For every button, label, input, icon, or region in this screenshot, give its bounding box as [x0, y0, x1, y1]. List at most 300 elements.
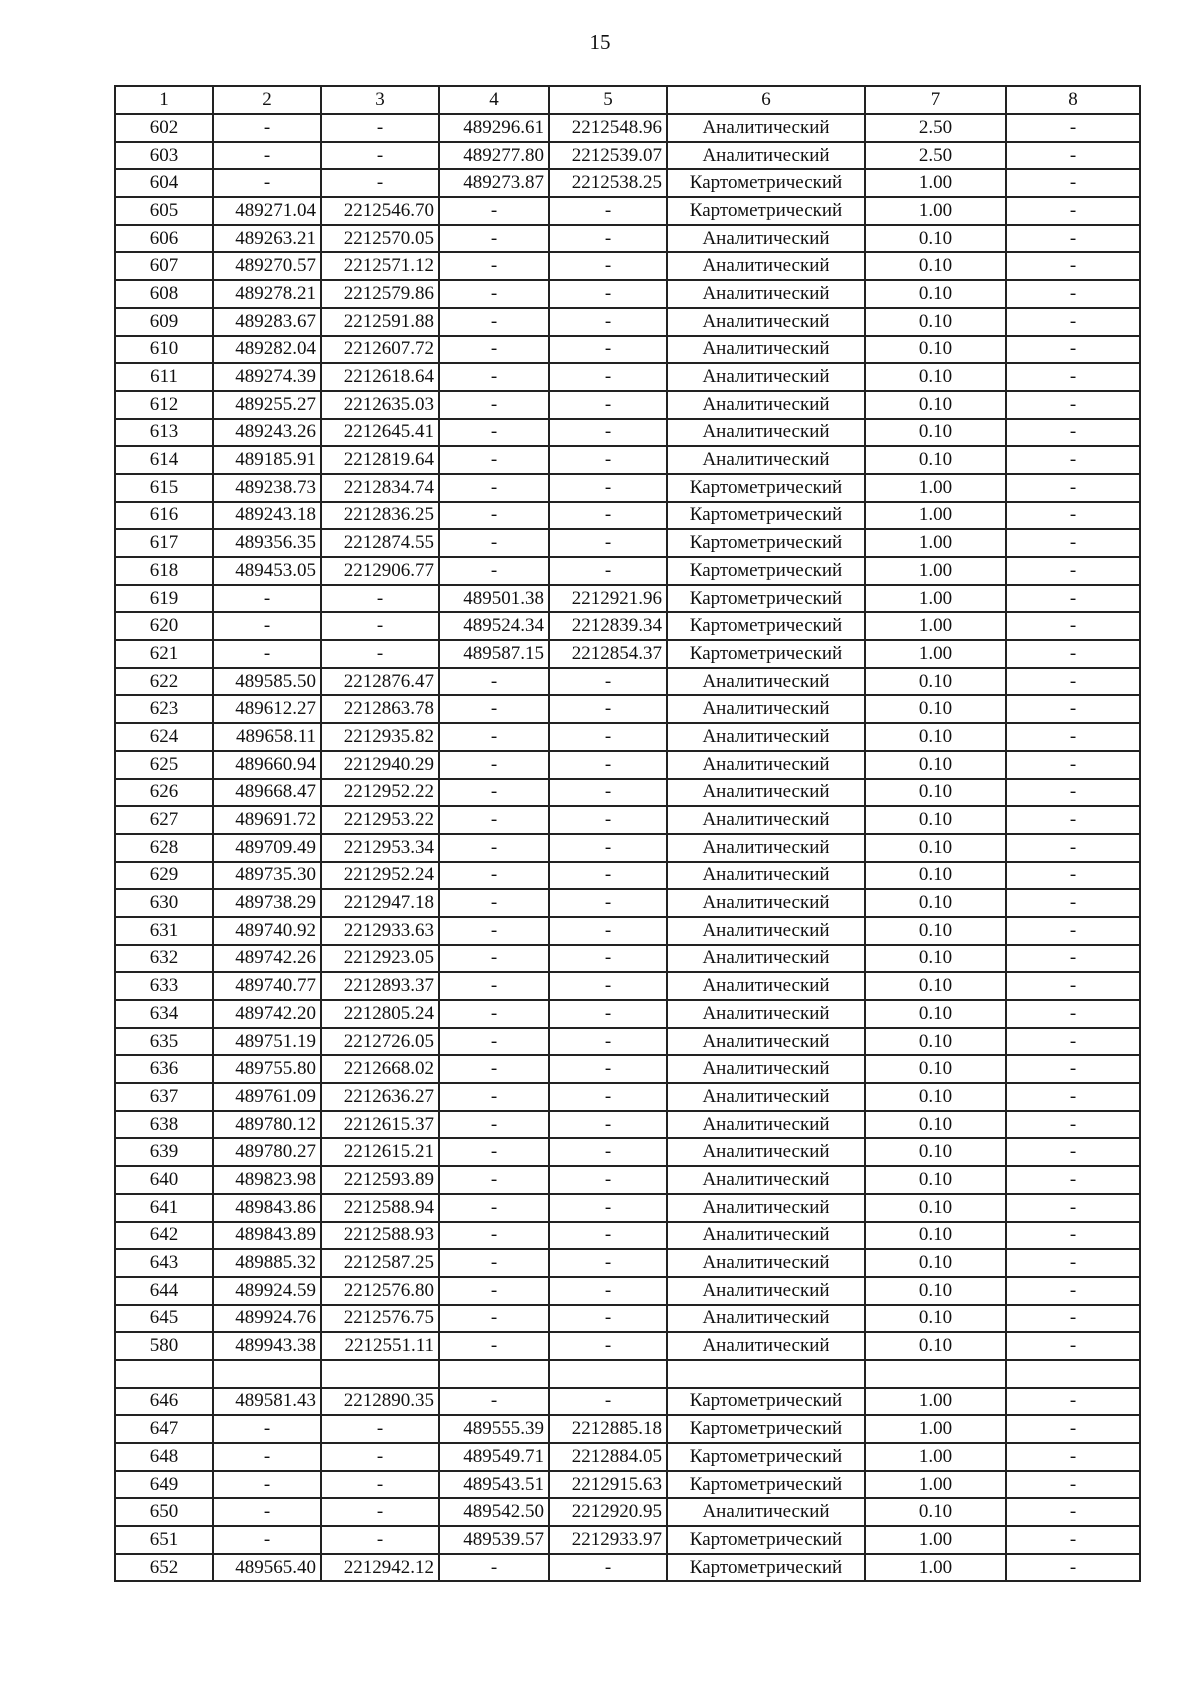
- y-new-cell: [549, 1360, 667, 1388]
- table-body: [115, 86, 1140, 1581]
- y-old-cell: 2212942.12: [321, 1554, 439, 1582]
- accuracy-cell: 0.10: [865, 1028, 1006, 1056]
- y-old-cell: 2212819.64: [321, 446, 439, 474]
- point-number-cell: 617: [115, 529, 213, 557]
- x-new-cell: 489501.38: [439, 585, 549, 613]
- y-old-cell: 2212935.82: [321, 723, 439, 751]
- table-row: [115, 1249, 1140, 1277]
- column-header: 8: [1006, 86, 1140, 114]
- table-row: [115, 779, 1140, 807]
- table-row: [115, 1083, 1140, 1111]
- x-old-cell: 489283.67: [213, 308, 321, 336]
- y-new-cell: -: [549, 1277, 667, 1305]
- point-number-cell: 615: [115, 474, 213, 502]
- y-new-cell: -: [549, 889, 667, 917]
- point-number-cell: 614: [115, 446, 213, 474]
- note-cell: -: [1006, 1166, 1140, 1194]
- point-number-cell: 612: [115, 391, 213, 419]
- x-old-cell: 489738.29: [213, 889, 321, 917]
- y-new-cell: -: [549, 668, 667, 696]
- y-old-cell: 2212615.37: [321, 1111, 439, 1139]
- table-row: [115, 1028, 1140, 1056]
- x-new-cell: -: [439, 723, 549, 751]
- note-cell: -: [1006, 1222, 1140, 1250]
- y-old-cell: 2212953.22: [321, 806, 439, 834]
- x-new-cell: -: [439, 751, 549, 779]
- y-old-cell: 2212615.21: [321, 1138, 439, 1166]
- method-cell: Аналитический: [667, 391, 865, 419]
- accuracy-cell: 0.10: [865, 1222, 1006, 1250]
- column-header: 4: [439, 86, 549, 114]
- x-old-cell: 489612.27: [213, 695, 321, 723]
- x-new-cell: -: [439, 1554, 549, 1582]
- y-new-cell: -: [549, 917, 667, 945]
- x-old-cell: 489742.26: [213, 945, 321, 973]
- x-old-cell: 489270.57: [213, 252, 321, 280]
- note-cell: -: [1006, 834, 1140, 862]
- x-new-cell: -: [439, 308, 549, 336]
- accuracy-cell: 0.10: [865, 1166, 1006, 1194]
- accuracy-cell: 1.00: [865, 1554, 1006, 1582]
- accuracy-cell: 0.10: [865, 668, 1006, 696]
- y-old-cell: 2212836.25: [321, 502, 439, 530]
- table-row: [115, 1222, 1140, 1250]
- x-old-cell: 489691.72: [213, 806, 321, 834]
- table-row: [115, 474, 1140, 502]
- table-row: [115, 1360, 1140, 1388]
- point-number-cell: 616: [115, 502, 213, 530]
- point-number-cell: 638: [115, 1111, 213, 1139]
- table-row: [115, 391, 1140, 419]
- table-row: [115, 336, 1140, 364]
- x-old-cell: -: [213, 169, 321, 197]
- x-old-cell: -: [213, 142, 321, 170]
- accuracy-cell: 0.10: [865, 419, 1006, 447]
- method-cell: Аналитический: [667, 1498, 865, 1526]
- accuracy-cell: 0.10: [865, 1055, 1006, 1083]
- accuracy-cell: 1.00: [865, 1388, 1006, 1416]
- method-cell: Аналитический: [667, 668, 865, 696]
- x-old-cell: 489271.04: [213, 197, 321, 225]
- table-row: [115, 1443, 1140, 1471]
- note-cell: -: [1006, 695, 1140, 723]
- method-cell: Аналитический: [667, 695, 865, 723]
- accuracy-cell: 1.00: [865, 1443, 1006, 1471]
- y-old-cell: 2212551.11: [321, 1332, 439, 1360]
- y-old-cell: -: [321, 640, 439, 668]
- x-old-cell: 489255.27: [213, 391, 321, 419]
- y-old-cell: -: [321, 1498, 439, 1526]
- x-old-cell: 489843.89: [213, 1222, 321, 1250]
- point-number-cell: 625: [115, 751, 213, 779]
- x-new-cell: -: [439, 1166, 549, 1194]
- y-new-cell: 2212885.18: [549, 1415, 667, 1443]
- x-new-cell: -: [439, 1055, 549, 1083]
- table-row: [115, 1471, 1140, 1499]
- y-new-cell: 2212539.07: [549, 142, 667, 170]
- y-old-cell: 2212953.34: [321, 834, 439, 862]
- x-new-cell: -: [439, 391, 549, 419]
- x-old-cell: 489735.30: [213, 862, 321, 890]
- y-new-cell: -: [549, 308, 667, 336]
- table-row: [115, 972, 1140, 1000]
- y-new-cell: -: [549, 446, 667, 474]
- method-cell: Аналитический: [667, 446, 865, 474]
- x-old-cell: 489278.21: [213, 280, 321, 308]
- note-cell: -: [1006, 114, 1140, 142]
- note-cell: -: [1006, 1305, 1140, 1333]
- note-cell: -: [1006, 1332, 1140, 1360]
- y-new-cell: -: [549, 391, 667, 419]
- note-cell: -: [1006, 1249, 1140, 1277]
- point-number-cell: 649: [115, 1471, 213, 1499]
- point-number-cell: 604: [115, 169, 213, 197]
- table-row: [115, 1554, 1140, 1582]
- y-old-cell: -: [321, 1526, 439, 1554]
- x-new-cell: 489555.39: [439, 1415, 549, 1443]
- accuracy-cell: 0.10: [865, 336, 1006, 364]
- accuracy-cell: 0.10: [865, 1111, 1006, 1139]
- y-old-cell: -: [321, 142, 439, 170]
- y-new-cell: -: [549, 1222, 667, 1250]
- x-new-cell: -: [439, 1000, 549, 1028]
- coordinates-table: [114, 85, 1141, 1582]
- method-cell: Картометрический: [667, 1526, 865, 1554]
- y-old-cell: 2212906.77: [321, 557, 439, 585]
- note-cell: -: [1006, 751, 1140, 779]
- accuracy-cell: 0.10: [865, 1000, 1006, 1028]
- method-cell: Аналитический: [667, 1249, 865, 1277]
- point-number-cell: 620: [115, 612, 213, 640]
- y-new-cell: 2212548.96: [549, 114, 667, 142]
- point-number-cell: 611: [115, 363, 213, 391]
- table-row: [115, 1388, 1140, 1416]
- point-number-cell: 643: [115, 1249, 213, 1277]
- y-old-cell: 2212546.70: [321, 197, 439, 225]
- note-cell: -: [1006, 640, 1140, 668]
- accuracy-cell: 0.10: [865, 1277, 1006, 1305]
- x-old-cell: 489263.21: [213, 225, 321, 253]
- method-cell: Аналитический: [667, 225, 865, 253]
- x-old-cell: -: [213, 1498, 321, 1526]
- x-old-cell: 489243.18: [213, 502, 321, 530]
- y-old-cell: 2212576.80: [321, 1277, 439, 1305]
- table-row: [115, 557, 1140, 585]
- x-old-cell: 489356.35: [213, 529, 321, 557]
- accuracy-cell: 1.00: [865, 1471, 1006, 1499]
- y-old-cell: -: [321, 1415, 439, 1443]
- x-old-cell: 489709.49: [213, 834, 321, 862]
- table-row: [115, 612, 1140, 640]
- table-row: [115, 1332, 1140, 1360]
- column-header: 1: [115, 86, 213, 114]
- method-cell: Картометрический: [667, 1443, 865, 1471]
- note-cell: -: [1006, 806, 1140, 834]
- point-number-cell: 629: [115, 862, 213, 890]
- x-new-cell: -: [439, 1194, 549, 1222]
- y-old-cell: 2212645.41: [321, 419, 439, 447]
- note-cell: -: [1006, 142, 1140, 170]
- note-cell: -: [1006, 1000, 1140, 1028]
- x-new-cell: -: [439, 972, 549, 1000]
- point-number-cell: 609: [115, 308, 213, 336]
- note-cell: -: [1006, 1498, 1140, 1526]
- x-old-cell: 489751.19: [213, 1028, 321, 1056]
- note-cell: -: [1006, 945, 1140, 973]
- point-number-cell: 631: [115, 917, 213, 945]
- accuracy-cell: 0.10: [865, 252, 1006, 280]
- x-new-cell: -: [439, 419, 549, 447]
- point-number-cell: 605: [115, 197, 213, 225]
- y-old-cell: -: [321, 612, 439, 640]
- table-row: [115, 751, 1140, 779]
- column-header: 3: [321, 86, 439, 114]
- y-old-cell: 2212947.18: [321, 889, 439, 917]
- accuracy-cell: 1.00: [865, 1415, 1006, 1443]
- y-old-cell: 2212635.03: [321, 391, 439, 419]
- x-new-cell: -: [439, 225, 549, 253]
- x-new-cell: -: [439, 557, 549, 585]
- point-number-cell: 623: [115, 695, 213, 723]
- note-cell: -: [1006, 446, 1140, 474]
- y-new-cell: -: [549, 1388, 667, 1416]
- method-cell: Аналитический: [667, 114, 865, 142]
- x-new-cell: -: [439, 1305, 549, 1333]
- x-old-cell: -: [213, 1415, 321, 1443]
- x-old-cell: 489755.80: [213, 1055, 321, 1083]
- method-cell: Аналитический: [667, 751, 865, 779]
- table-row: [115, 1111, 1140, 1139]
- accuracy-cell: 0.10: [865, 446, 1006, 474]
- y-old-cell: -: [321, 1471, 439, 1499]
- table-row: [115, 640, 1140, 668]
- y-new-cell: -: [549, 502, 667, 530]
- point-number-cell: 639: [115, 1138, 213, 1166]
- x-new-cell: 489549.71: [439, 1443, 549, 1471]
- method-cell: Аналитический: [667, 363, 865, 391]
- x-old-cell: 489780.27: [213, 1138, 321, 1166]
- y-new-cell: -: [549, 1138, 667, 1166]
- accuracy-cell: 1.00: [865, 529, 1006, 557]
- point-number-cell: 622: [115, 668, 213, 696]
- y-new-cell: -: [549, 723, 667, 751]
- point-number-cell: 626: [115, 779, 213, 807]
- y-new-cell: -: [549, 779, 667, 807]
- point-number-cell: 621: [115, 640, 213, 668]
- x-new-cell: -: [439, 806, 549, 834]
- y-new-cell: -: [549, 280, 667, 308]
- x-old-cell: 489740.77: [213, 972, 321, 1000]
- accuracy-cell: 0.10: [865, 917, 1006, 945]
- accuracy-cell: 2.50: [865, 114, 1006, 142]
- y-old-cell: 2212940.29: [321, 751, 439, 779]
- x-old-cell: -: [213, 585, 321, 613]
- table-row: [115, 1055, 1140, 1083]
- table-row: [115, 585, 1140, 613]
- table-row: [115, 1194, 1140, 1222]
- y-old-cell: -: [321, 114, 439, 142]
- note-cell: -: [1006, 585, 1140, 613]
- y-old-cell: 2212607.72: [321, 336, 439, 364]
- note-cell: -: [1006, 474, 1140, 502]
- point-number-cell: 646: [115, 1388, 213, 1416]
- accuracy-cell: 0.10: [865, 723, 1006, 751]
- y-new-cell: -: [549, 1111, 667, 1139]
- point-number-cell: 606: [115, 225, 213, 253]
- accuracy-cell: 1.00: [865, 1526, 1006, 1554]
- x-new-cell: -: [439, 695, 549, 723]
- note-cell: -: [1006, 889, 1140, 917]
- x-new-cell: -: [439, 779, 549, 807]
- x-old-cell: 489843.86: [213, 1194, 321, 1222]
- x-new-cell: -: [439, 1138, 549, 1166]
- note-cell: -: [1006, 169, 1140, 197]
- point-number-cell: 647: [115, 1415, 213, 1443]
- accuracy-cell: 1.00: [865, 585, 1006, 613]
- note-cell: -: [1006, 917, 1140, 945]
- table-row: [115, 529, 1140, 557]
- note-cell: -: [1006, 1028, 1140, 1056]
- method-cell: Аналитический: [667, 1000, 865, 1028]
- y-old-cell: -: [321, 585, 439, 613]
- x-new-cell: 489543.51: [439, 1471, 549, 1499]
- column-header: 6: [667, 86, 865, 114]
- method-cell: Аналитический: [667, 1277, 865, 1305]
- method-cell: Аналитический: [667, 252, 865, 280]
- table-row: [115, 1277, 1140, 1305]
- point-number-cell: 607: [115, 252, 213, 280]
- y-old-cell: 2212933.63: [321, 917, 439, 945]
- column-header: 7: [865, 86, 1006, 114]
- note-cell: -: [1006, 557, 1140, 585]
- method-cell: Аналитический: [667, 862, 865, 890]
- x-old-cell: 489282.04: [213, 336, 321, 364]
- method-cell: Картометрический: [667, 502, 865, 530]
- point-number-cell: 632: [115, 945, 213, 973]
- accuracy-cell: 0.10: [865, 751, 1006, 779]
- y-old-cell: 2212890.35: [321, 1388, 439, 1416]
- point-number-cell: 648: [115, 1443, 213, 1471]
- accuracy-cell: 0.10: [865, 391, 1006, 419]
- table-row: [115, 363, 1140, 391]
- y-old-cell: 2212588.93: [321, 1222, 439, 1250]
- table-row: [115, 252, 1140, 280]
- point-number-cell: 628: [115, 834, 213, 862]
- x-old-cell: -: [213, 1471, 321, 1499]
- point-number-cell: 651: [115, 1526, 213, 1554]
- x-old-cell: -: [213, 612, 321, 640]
- table-row: [115, 917, 1140, 945]
- accuracy-cell: 1.00: [865, 502, 1006, 530]
- y-new-cell: -: [549, 1305, 667, 1333]
- method-cell: Картометрический: [667, 474, 865, 502]
- point-number-cell: 634: [115, 1000, 213, 1028]
- y-new-cell: -: [549, 972, 667, 1000]
- x-new-cell: -: [439, 529, 549, 557]
- y-old-cell: -: [321, 1443, 439, 1471]
- page-number: 15: [589, 30, 611, 54]
- accuracy-cell: 0.10: [865, 1194, 1006, 1222]
- x-new-cell: 489277.80: [439, 142, 549, 170]
- y-new-cell: -: [549, 363, 667, 391]
- y-old-cell: 2212805.24: [321, 1000, 439, 1028]
- note-cell: -: [1006, 336, 1140, 364]
- accuracy-cell: 0.10: [865, 1138, 1006, 1166]
- y-new-cell: -: [549, 834, 667, 862]
- table-row: [115, 723, 1140, 751]
- method-cell: Аналитический: [667, 779, 865, 807]
- method-cell: Аналитический: [667, 1332, 865, 1360]
- accuracy-cell: 0.10: [865, 1083, 1006, 1111]
- point-number-cell: 650: [115, 1498, 213, 1526]
- table-row: [115, 197, 1140, 225]
- x-new-cell: -: [439, 668, 549, 696]
- y-new-cell: -: [549, 806, 667, 834]
- note-cell: -: [1006, 419, 1140, 447]
- y-old-cell: 2212591.88: [321, 308, 439, 336]
- point-number-cell: 642: [115, 1222, 213, 1250]
- x-old-cell: -: [213, 640, 321, 668]
- method-cell: Аналитический: [667, 336, 865, 364]
- table-row: [115, 308, 1140, 336]
- accuracy-cell: 0.10: [865, 225, 1006, 253]
- x-old-cell: 489668.47: [213, 779, 321, 807]
- point-number-cell: 580: [115, 1332, 213, 1360]
- y-new-cell: -: [549, 419, 667, 447]
- note-cell: -: [1006, 252, 1140, 280]
- point-number-cell: 636: [115, 1055, 213, 1083]
- method-cell: Аналитический: [667, 1028, 865, 1056]
- y-old-cell: 2212834.74: [321, 474, 439, 502]
- point-number-cell: 652: [115, 1554, 213, 1582]
- y-old-cell: 2212587.25: [321, 1249, 439, 1277]
- note-cell: [1006, 1360, 1140, 1388]
- accuracy-cell: 0.10: [865, 779, 1006, 807]
- note-cell: -: [1006, 1415, 1140, 1443]
- accuracy-cell: 0.10: [865, 695, 1006, 723]
- point-number-cell: [115, 1360, 213, 1388]
- accuracy-cell: 0.10: [865, 806, 1006, 834]
- x-new-cell: -: [439, 474, 549, 502]
- note-cell: -: [1006, 1388, 1140, 1416]
- x-old-cell: 489658.11: [213, 723, 321, 751]
- note-cell: -: [1006, 1471, 1140, 1499]
- accuracy-cell: 0.10: [865, 1332, 1006, 1360]
- table-row: [115, 225, 1140, 253]
- y-old-cell: 2212952.24: [321, 862, 439, 890]
- x-new-cell: -: [439, 917, 549, 945]
- method-cell: Аналитический: [667, 1055, 865, 1083]
- y-new-cell: 2212854.37: [549, 640, 667, 668]
- x-old-cell: 489742.20: [213, 1000, 321, 1028]
- y-new-cell: -: [549, 1083, 667, 1111]
- x-new-cell: -: [439, 945, 549, 973]
- y-old-cell: 2212668.02: [321, 1055, 439, 1083]
- method-cell: Картометрический: [667, 197, 865, 225]
- method-cell: Картометрический: [667, 557, 865, 585]
- note-cell: -: [1006, 391, 1140, 419]
- method-cell: Аналитический: [667, 419, 865, 447]
- method-cell: Картометрический: [667, 585, 865, 613]
- y-new-cell: -: [549, 1000, 667, 1028]
- table-row: [115, 280, 1140, 308]
- x-old-cell: 489943.38: [213, 1332, 321, 1360]
- accuracy-cell: 0.10: [865, 280, 1006, 308]
- method-cell: Аналитический: [667, 1305, 865, 1333]
- method-cell: Картометрический: [667, 612, 865, 640]
- note-cell: -: [1006, 668, 1140, 696]
- x-new-cell: 489539.57: [439, 1526, 549, 1554]
